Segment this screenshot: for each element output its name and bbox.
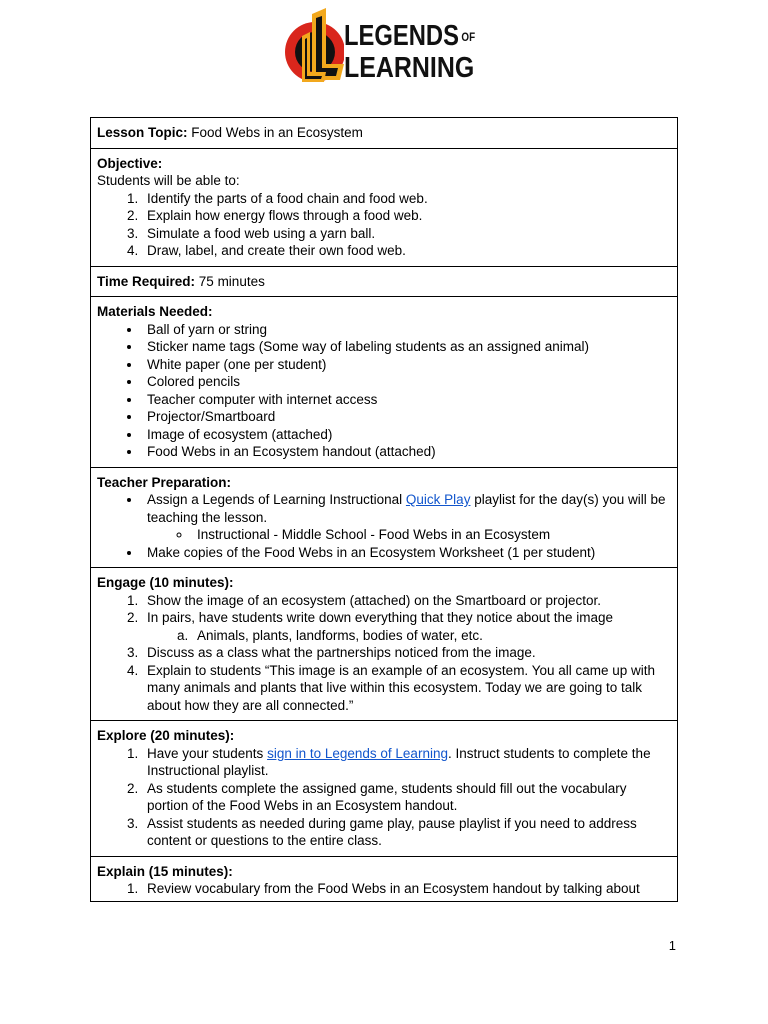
- time-required-row: [91, 266, 678, 297]
- teacher-prep-label: Teacher Preparation:: [97, 474, 232, 490]
- logo-of-text: OF: [461, 30, 476, 44]
- objective-row: [91, 148, 678, 266]
- list-item: 4. Explain to students “This image is an example of an ecosystem. You all came up with many animals and plants that live within this ecosystem. Today we are going to talk about how they are all connected.”: [142, 662, 671, 715]
- list-item: 3. Simulate a food web using a yarn ball.: [142, 225, 671, 243]
- page-number: 1: [668, 938, 676, 953]
- materials-list: [97, 321, 671, 461]
- lesson-topic-row: [91, 118, 678, 149]
- lesson-plan-table: [90, 117, 678, 902]
- explain-row: [91, 856, 678, 901]
- list-item: • Teacher computer with internet access: [142, 391, 671, 409]
- objective-label: Objective:: [97, 155, 163, 171]
- sign-in-link[interactable]: sign in to Legends of Learning: [267, 745, 448, 761]
- list-item: [142, 745, 671, 780]
- legends-of-learning-logo: [282, 8, 488, 88]
- teacher-prep-item1-text: Assign a Legends of Learning Instructional: [147, 492, 406, 507]
- explore-item1-text-end: . Instruct students to complete the Instructional playlist.: [147, 745, 651, 778]
- materials-label: Materials Needed:: [97, 304, 213, 319]
- time-required-label: Time Required:: [97, 273, 196, 289]
- engage-list: [97, 592, 671, 715]
- lesson-topic-label: Lesson Topic:: [97, 125, 188, 140]
- engage-label: Engage (10 minutes):: [97, 575, 234, 590]
- list-item: 1. Review vocabulary from the Food Webs in an Ecosystem handout by talking about: [142, 880, 671, 898]
- list-item: • Sticker name tags (Some way of labeling students as an assigned animal): [142, 338, 671, 356]
- materials-row: [91, 297, 678, 468]
- engage-item2-text: In pairs, have students write down everything that they notice about the image: [147, 610, 614, 625]
- objective-intro: Students will be able to:: [97, 173, 240, 188]
- list-item: 1. Identify the parts of a food chain and food web.: [142, 190, 671, 208]
- list-item: • White paper (one per student): [142, 356, 671, 374]
- explore-item1-text: Have your students: [147, 745, 268, 761]
- logo-learning-text: LEARNING: [344, 52, 475, 84]
- list-item: a. Animals, plants, landforms, bodies of water, etc.: [192, 627, 671, 645]
- explore-row: [91, 721, 678, 857]
- explain-label: Explain (15 minutes):: [97, 863, 233, 879]
- list-item: • Image of ecosystem (attached): [142, 426, 671, 444]
- list-item: 2. As students complete the assigned game, students should fill out the vocabulary portion of the Food Webs in an Ecosystem handout.: [142, 780, 671, 815]
- explain-list: [97, 880, 671, 898]
- teacher-prep-sublist: [147, 526, 671, 544]
- list-item: [142, 609, 671, 644]
- list-item: • Ball of yarn or string: [142, 321, 671, 339]
- list-item: • Food Webs in an Ecosystem handout (attached): [142, 443, 671, 461]
- list-item: 1. Show the image of an ecosystem (attached) on the Smartboard or projector.: [142, 592, 671, 610]
- list-item: ◦ Instructional - Middle School - Food Webs in an Ecosystem: [192, 526, 671, 544]
- ll-monogram-icon: [282, 8, 344, 88]
- list-item: 3. Discuss as a class what the partnerships noticed from the image.: [142, 644, 671, 662]
- teacher-prep-list: [97, 491, 671, 561]
- list-item: 3. Assist students as needed during game play, pause playlist if you need to address content or questions to the entire class.: [142, 815, 671, 850]
- explore-label: Explore (20 minutes):: [97, 728, 235, 743]
- list-item: [142, 491, 671, 544]
- explore-list: [97, 745, 671, 850]
- quick-play-link[interactable]: Quick Play: [405, 492, 471, 507]
- list-item: • Colored pencils: [142, 373, 671, 391]
- teacher-prep-item1-text-end: playlist for the day(s) you will be teaching the lesson.: [147, 492, 666, 525]
- engage-row: [91, 568, 678, 721]
- engage-sublist: [147, 627, 671, 645]
- objective-list: [97, 190, 671, 260]
- teacher-prep-row: [91, 467, 678, 568]
- logo-legends-text: LEGENDS: [344, 20, 459, 52]
- list-item: • Projector/Smartboard: [142, 408, 671, 426]
- time-required-value: 75 minutes: [198, 273, 265, 289]
- list-item: 2. Explain how energy flows through a food web.: [142, 207, 671, 225]
- list-item: 4. Draw, label, and create their own food web.: [142, 242, 671, 260]
- list-item: • Make copies of the Food Webs in an Ecosystem Worksheet (1 per student): [142, 544, 671, 562]
- lesson-topic-value: Food Webs in an Ecosystem: [191, 125, 363, 140]
